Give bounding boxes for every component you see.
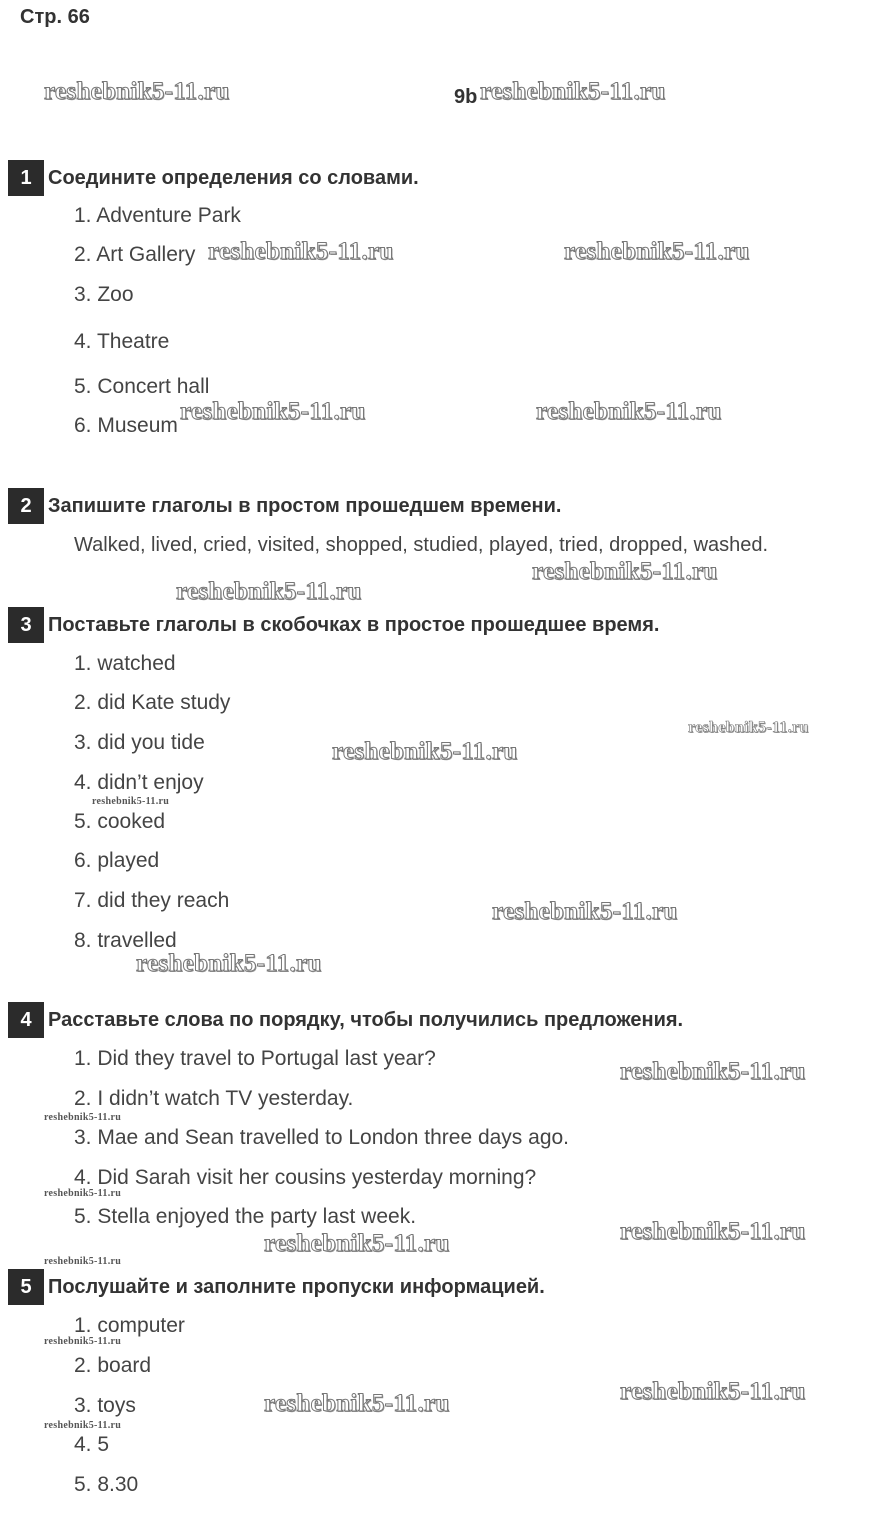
answer-item: 4. Did Sarah visit her cousins yesterday morning? [74,1166,537,1189]
answer-item: 2. did Kate study [74,691,231,714]
answer-item: 2. I didn’t watch TV yesterday. [74,1087,354,1110]
watermark: reshebnik5-11.ru [44,1112,122,1123]
answer-item: 5. Stella enjoyed the party last week. [74,1205,417,1228]
section-5-header [8,1269,545,1305]
section-title: Соедините определения со словами. [48,166,419,189]
answer-item: 5. Concert hall [74,375,210,398]
answer-item: 2. Art Gallery [74,243,196,266]
watermark: reshebnik5-11.ru [44,78,230,105]
answer-text: Walked, lived, cried, visited, shopped, studied, played, tried, dropped, washed. [74,534,769,556]
watermark: reshebnik5-11.ru [136,950,322,977]
watermark: reshebnik5-11.ru [532,558,718,585]
answer-item: 5. 8.30 [74,1473,139,1496]
watermark: reshebnik5-11.ru [264,1390,450,1417]
watermark: reshebnik5-11.ru [176,578,362,605]
watermark: reshebnik5-11.ru [536,398,722,425]
watermark: reshebnik5-11.ru [564,238,750,265]
watermark: reshebnik5-11.ru [44,1420,122,1431]
section-title: Расставьте слова по порядку, чтобы получились предложения. [48,1008,684,1031]
watermark: reshebnik5-11.ru [620,1378,806,1405]
watermark: reshebnik5-11.ru [332,738,518,765]
answer-item: 4. didn’t enjoy [74,771,204,794]
section-number-badge: 2 [8,488,44,524]
page-number: Стр. 66 [20,6,90,28]
watermark: reshebnik5-11.ru [180,398,366,425]
section-title: Запишите глаголы в простом прошедшем времени. [48,494,562,517]
section-number-badge: 1 [8,160,44,196]
section-title: Поставьте глаголы в скобочках в простое прошедшее время. [48,613,660,636]
unit-label: 9b [454,86,478,108]
watermark: reshebnik5-11.ru [492,898,678,925]
watermark: reshebnik5-11.ru [620,1058,806,1085]
section-number-badge: 3 [8,607,44,643]
section-4-header [8,1002,683,1038]
answer-item: 2. board [74,1354,152,1377]
watermark: reshebnik5-11.ru [480,78,666,105]
answer-item: 8. travelled [74,929,177,952]
answer-item: 1. Adventure Park [74,204,241,227]
section-number-badge: 5 [8,1269,44,1305]
answer-item: 6. Museum [74,414,178,437]
section-title: Послушайте и заполните пропуски информацией. [48,1275,545,1298]
answer-item: 4. Theatre [74,330,170,353]
watermark: reshebnik5-11.ru [688,719,809,736]
answer-item: 3. did you tide [74,731,205,754]
section-1-header [8,160,419,196]
answer-item: 3. Zoo [74,283,134,306]
section-2-header [8,488,561,524]
watermark: reshebnik5-11.ru [620,1218,806,1245]
answer-item: 7. did they reach [74,889,230,912]
watermark: reshebnik5-11.ru [44,1188,122,1199]
answer-item: 4. 5 [74,1433,110,1456]
answer-item: 1. watched [74,652,176,675]
watermark: reshebnik5-11.ru [92,796,170,807]
watermark: reshebnik5-11.ru [44,1256,122,1267]
answer-item: 1. computer [74,1314,185,1337]
answer-item: 3. toys [74,1394,136,1417]
section-3-header [8,607,659,643]
answer-item: 6. played [74,849,160,872]
watermark: reshebnik5-11.ru [44,1336,122,1347]
watermark: reshebnik5-11.ru [264,1230,450,1257]
answer-item: 3. Mae and Sean travelled to London three days ago. [74,1126,570,1149]
answer-item: 5. cooked [74,810,166,833]
answer-item: 1. Did they travel to Portugal last year? [74,1047,436,1070]
section-number-badge: 4 [8,1002,44,1038]
watermark: reshebnik5-11.ru [208,238,394,265]
